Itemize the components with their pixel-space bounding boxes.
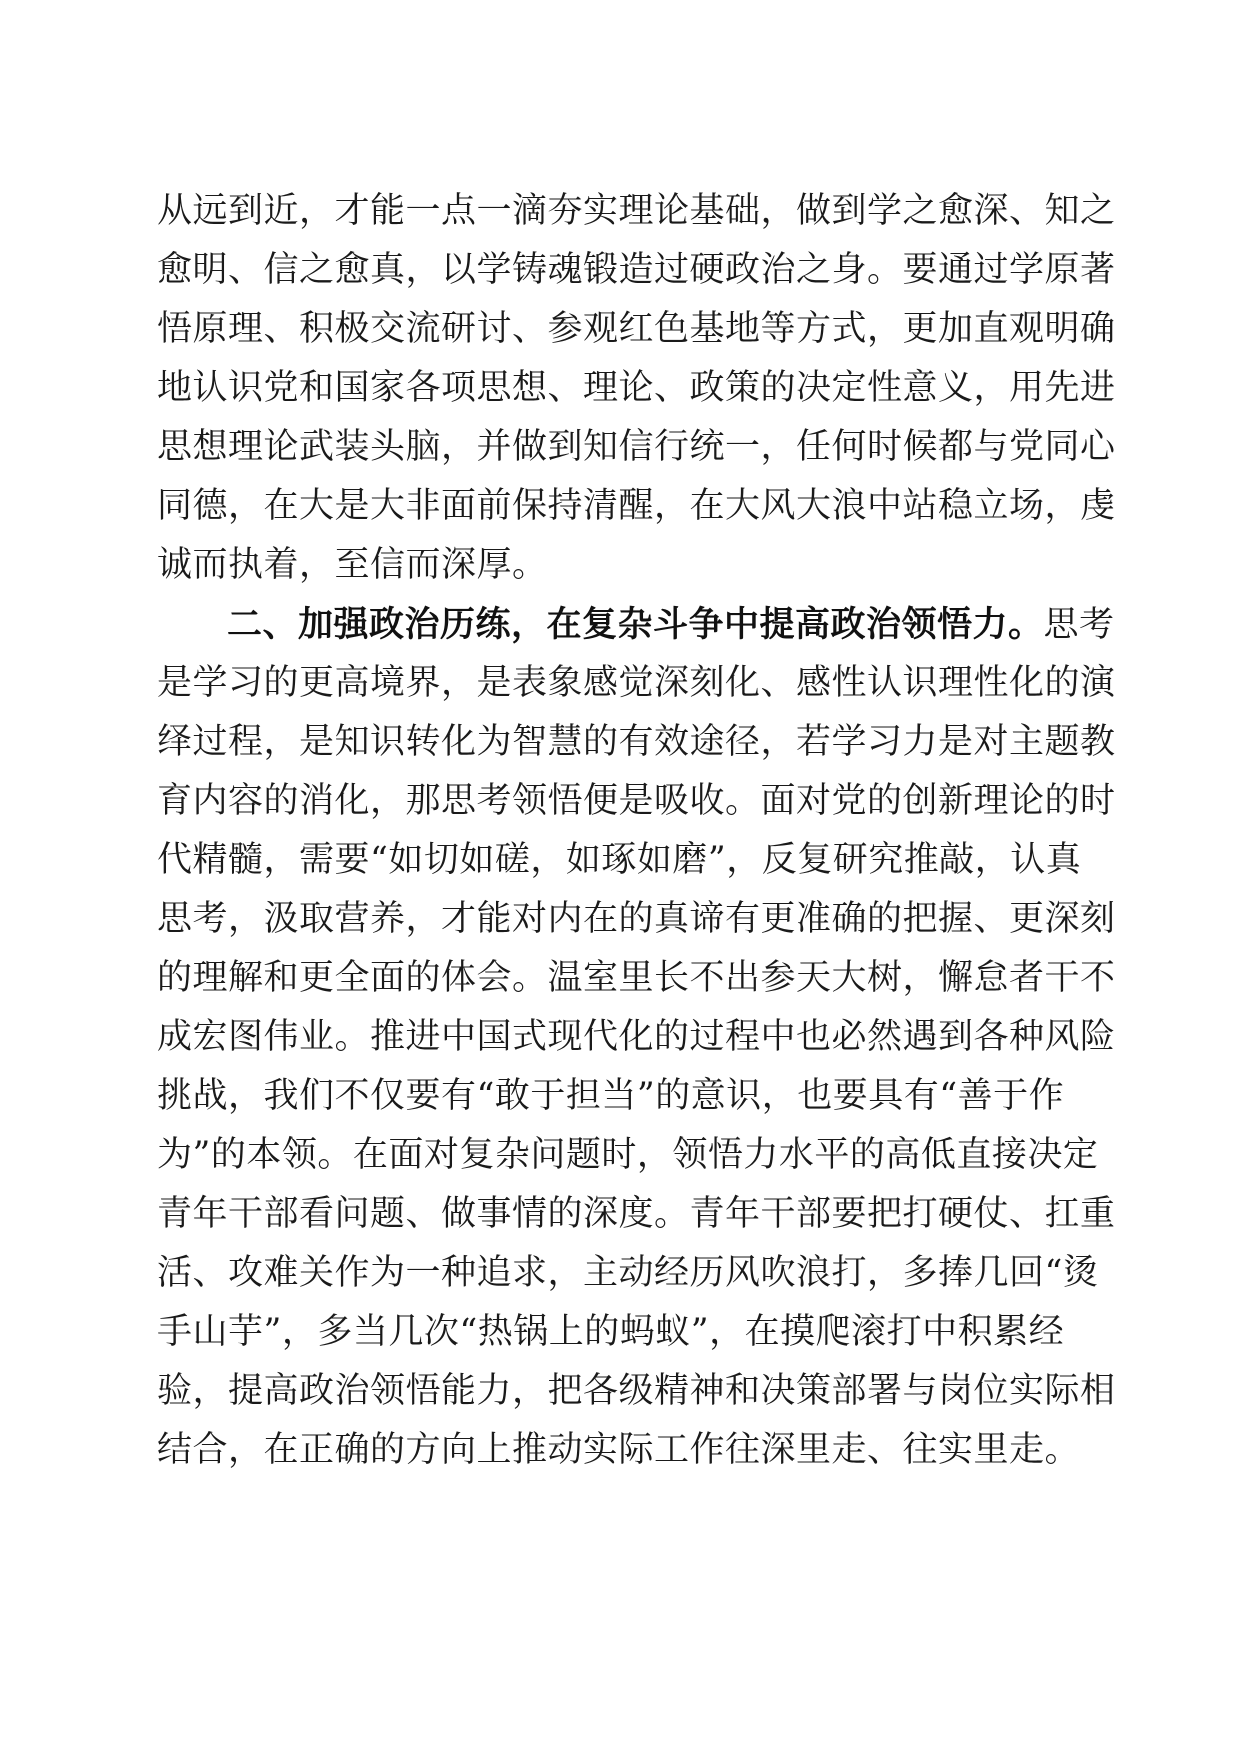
paragraph-line: 愈明、信之愈真，以学铸魂锻造过硬政治之身。要通过学原著 bbox=[157, 250, 1116, 290]
paragraph-line: 同德，在大是大非面前保持清醒，在大风大浪中站稳立场，虔 bbox=[157, 486, 1116, 526]
paragraph-line: 挑战，我们不仅要有“敢于担当”的意识，也要具有“善于作 bbox=[157, 1076, 1065, 1116]
paragraph-line: 悟原理、积极交流研讨、参观红色基地等方式，更加直观明确 bbox=[157, 309, 1116, 349]
paragraph-line: 活、攻难关作为一种追求，主动经历风吹浪打，多捧几回“烫 bbox=[157, 1253, 1099, 1293]
heading-trailing-text: 思考 bbox=[1043, 605, 1115, 645]
paragraph-line: 代精髓，需要“如切如磋，如琢如磨”，反复研究推敲，认真 bbox=[157, 840, 1082, 880]
paragraph-line: 结合，在正确的方向上推动实际工作往深里走、往实里走。 bbox=[157, 1430, 1081, 1470]
paragraph-line: 地认识党和国家各项思想、理论、政策的决定性意义，用先进 bbox=[157, 368, 1116, 408]
paragraph-2 bbox=[157, 595, 1116, 1480]
paragraph-line: 验，提高政治领悟能力，把各级精神和决策部署与岗位实际相 bbox=[157, 1371, 1116, 1411]
paragraph-1 bbox=[157, 182, 1116, 595]
paragraph-line: 的理解和更全面的体会。温室里长不出参天大树，懈怠者干不 bbox=[157, 958, 1116, 998]
paragraph-line: 青年干部看问题、做事情的深度。青年干部要把打硬仗、扛重 bbox=[157, 1194, 1116, 1234]
paragraph-line: 成宏图伟业。推进中国式现代化的过程中也必然遇到各种风险 bbox=[157, 1017, 1116, 1057]
document-body bbox=[157, 182, 1116, 1480]
paragraph-line: 思想理论武装头脑，并做到知信行统一，任何时候都与党同心 bbox=[157, 427, 1116, 467]
section-heading: 二、加强政治历练，在复杂斗争中提高政治领悟力。 bbox=[227, 604, 1044, 645]
paragraph-line: 手山芋”，多当几次“热锅上的蚂蚁”，在摸爬滚打中积累经 bbox=[157, 1312, 1065, 1352]
paragraph-line: 从远到近，才能一点一滴夯实理论基础，做到学之愈深、知之 bbox=[157, 191, 1116, 231]
paragraph-first-line bbox=[157, 595, 1115, 654]
paragraph-line: 为”的本领。在面对复杂问题时，领悟力水平的高低直接决定 bbox=[157, 1135, 1099, 1175]
paragraph-line: 是学习的更高境界，是表象感觉深刻化、感性认识理性化的演 bbox=[157, 663, 1116, 703]
paragraph-line: 诚而执着，至信而深厚。 bbox=[157, 545, 548, 585]
paragraph-line: 思考，汲取营养，才能对内在的真谛有更准确的把握、更深刻 bbox=[157, 899, 1116, 939]
paragraph-line: 绎过程，是知识转化为智慧的有效途径，若学习力是对主题教 bbox=[157, 722, 1116, 762]
paragraph-line: 育内容的消化，那思考领悟便是吸收。面对党的创新理论的时 bbox=[157, 781, 1116, 821]
